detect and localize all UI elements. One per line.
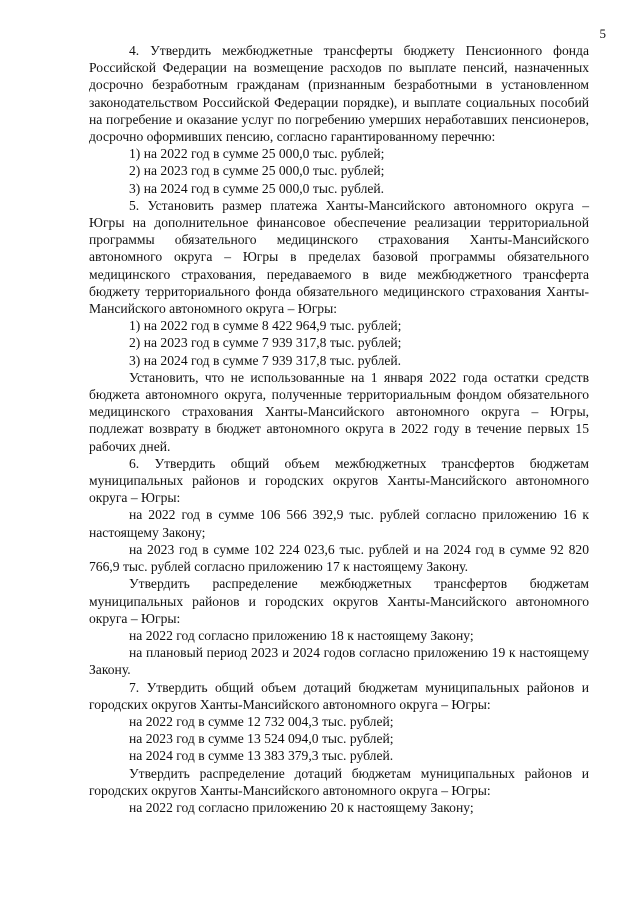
- paragraph-item-6: 6. Утвердить общий объем межбюджетных трансфертов бюджетам муниципальных районов и городских округов Ханты-Мансийского автономного округа – Югры:: [89, 455, 589, 506]
- list-item: на 2022 год в сумме 12 732 004,3 тыс. рублей;: [129, 713, 394, 729]
- list-item: на 2022 год в сумме 106 566 392,9 тыс. рублей согласно приложению 16 к настоящему Закону;: [89, 507, 589, 540]
- list-item: 1) на 2022 год в сумме 25 000,0 тыс. рублей;: [129, 146, 385, 162]
- page-number: 5: [599, 26, 606, 41]
- list-item: на плановый период 2023 и 2024 годов согласно приложению 19 к настоящему Закону.: [89, 645, 589, 678]
- list-item: 3) на 2024 год в сумме 7 939 317,8 тыс. рублей.: [129, 352, 402, 368]
- list-item: на 2024 год в сумме 13 383 379,3 тыс. рублей.: [129, 748, 394, 764]
- paragraph-unused-balances: Установить, что не использованные на 1 января 2022 года остатки средств бюджета автономного округа, полученные территориальным фондом обязательного медицинского страхования Ханты-Мансийского автономного округа – Югры, подлежат возврату в бюджет автономного округа в 2022 году в течение первых 15 рабочих дней.: [89, 369, 589, 454]
- paragraph-transfer-distribution: Утвердить распределение межбюджетных трансфертов бюджетам муниципальных районов и городских округов Ханты-Мансийского автономного округа – Югры:: [89, 576, 589, 626]
- paragraph-item-5: 5. Установить размер платежа Ханты-Мансийского автономного округа – Югры на дополнительное финансовое обеспечение реализации территориальной программы обязательного медицинского страхования Ханты-Мансийского автономного округа – Югры в пределах базовой программы обязательного медицинского страхования, передаваемого в виде межбюджетного трансферта бюджету территориального фонда обязательного медицинского страхования Ханты-Мансийского автономного округа – Югры:: [89, 197, 589, 317]
- paragraph-subsidy-distribution: Утвердить распределение дотаций бюджетам муниципальных районов и городских округов Ханты-Мансийского автономного округа – Югры:: [89, 765, 589, 798]
- list-item: на 2022 год согласно приложению 20 к настоящему Закону;: [129, 799, 474, 815]
- list-item: 2) на 2023 год в сумме 25 000,0 тыс. рублей;: [129, 163, 385, 179]
- list-item: 1) на 2022 год в сумме 8 422 964,9 тыс. рублей;: [129, 318, 402, 334]
- list-item: 2) на 2023 год в сумме 7 939 317,8 тыс. рублей;: [129, 335, 402, 351]
- document-body: [89, 42, 589, 816]
- paragraph-item-7: 7. Утвердить общий объем дотаций бюджетам муниципальных районов и городских округов Ханты-Мансийского автономного округа – Югры:: [89, 679, 589, 712]
- list-item: на 2022 год согласно приложению 18 к настоящему Закону;: [129, 627, 474, 643]
- list-item: на 2023 год в сумме 13 524 094,0 тыс. рублей;: [129, 731, 394, 747]
- list-item: 3) на 2024 год в сумме 25 000,0 тыс. рублей.: [129, 180, 385, 196]
- list-item: на 2023 год в сумме 102 224 023,6 тыс. рублей и на 2024 год в сумме 92 820 766,9 тыс. рублей согласно приложению 17 к настоящему Закону.: [89, 541, 589, 575]
- paragraph-item-4: 4. Утвердить межбюджетные трансферты бюджету Пенсионного фонда Российской Федерации на возмещение расходов по выплате пенсий, назначенных досрочно безработным гражданам (признанным безработными в установленном законодательством Российской Федерации порядке), и выплате социальных пособий на погребение и оказание услуг по погребению умерших неработавших пенсионеров, досрочно оформивших пенсию, согласно гарантированному перечню:: [89, 43, 589, 145]
